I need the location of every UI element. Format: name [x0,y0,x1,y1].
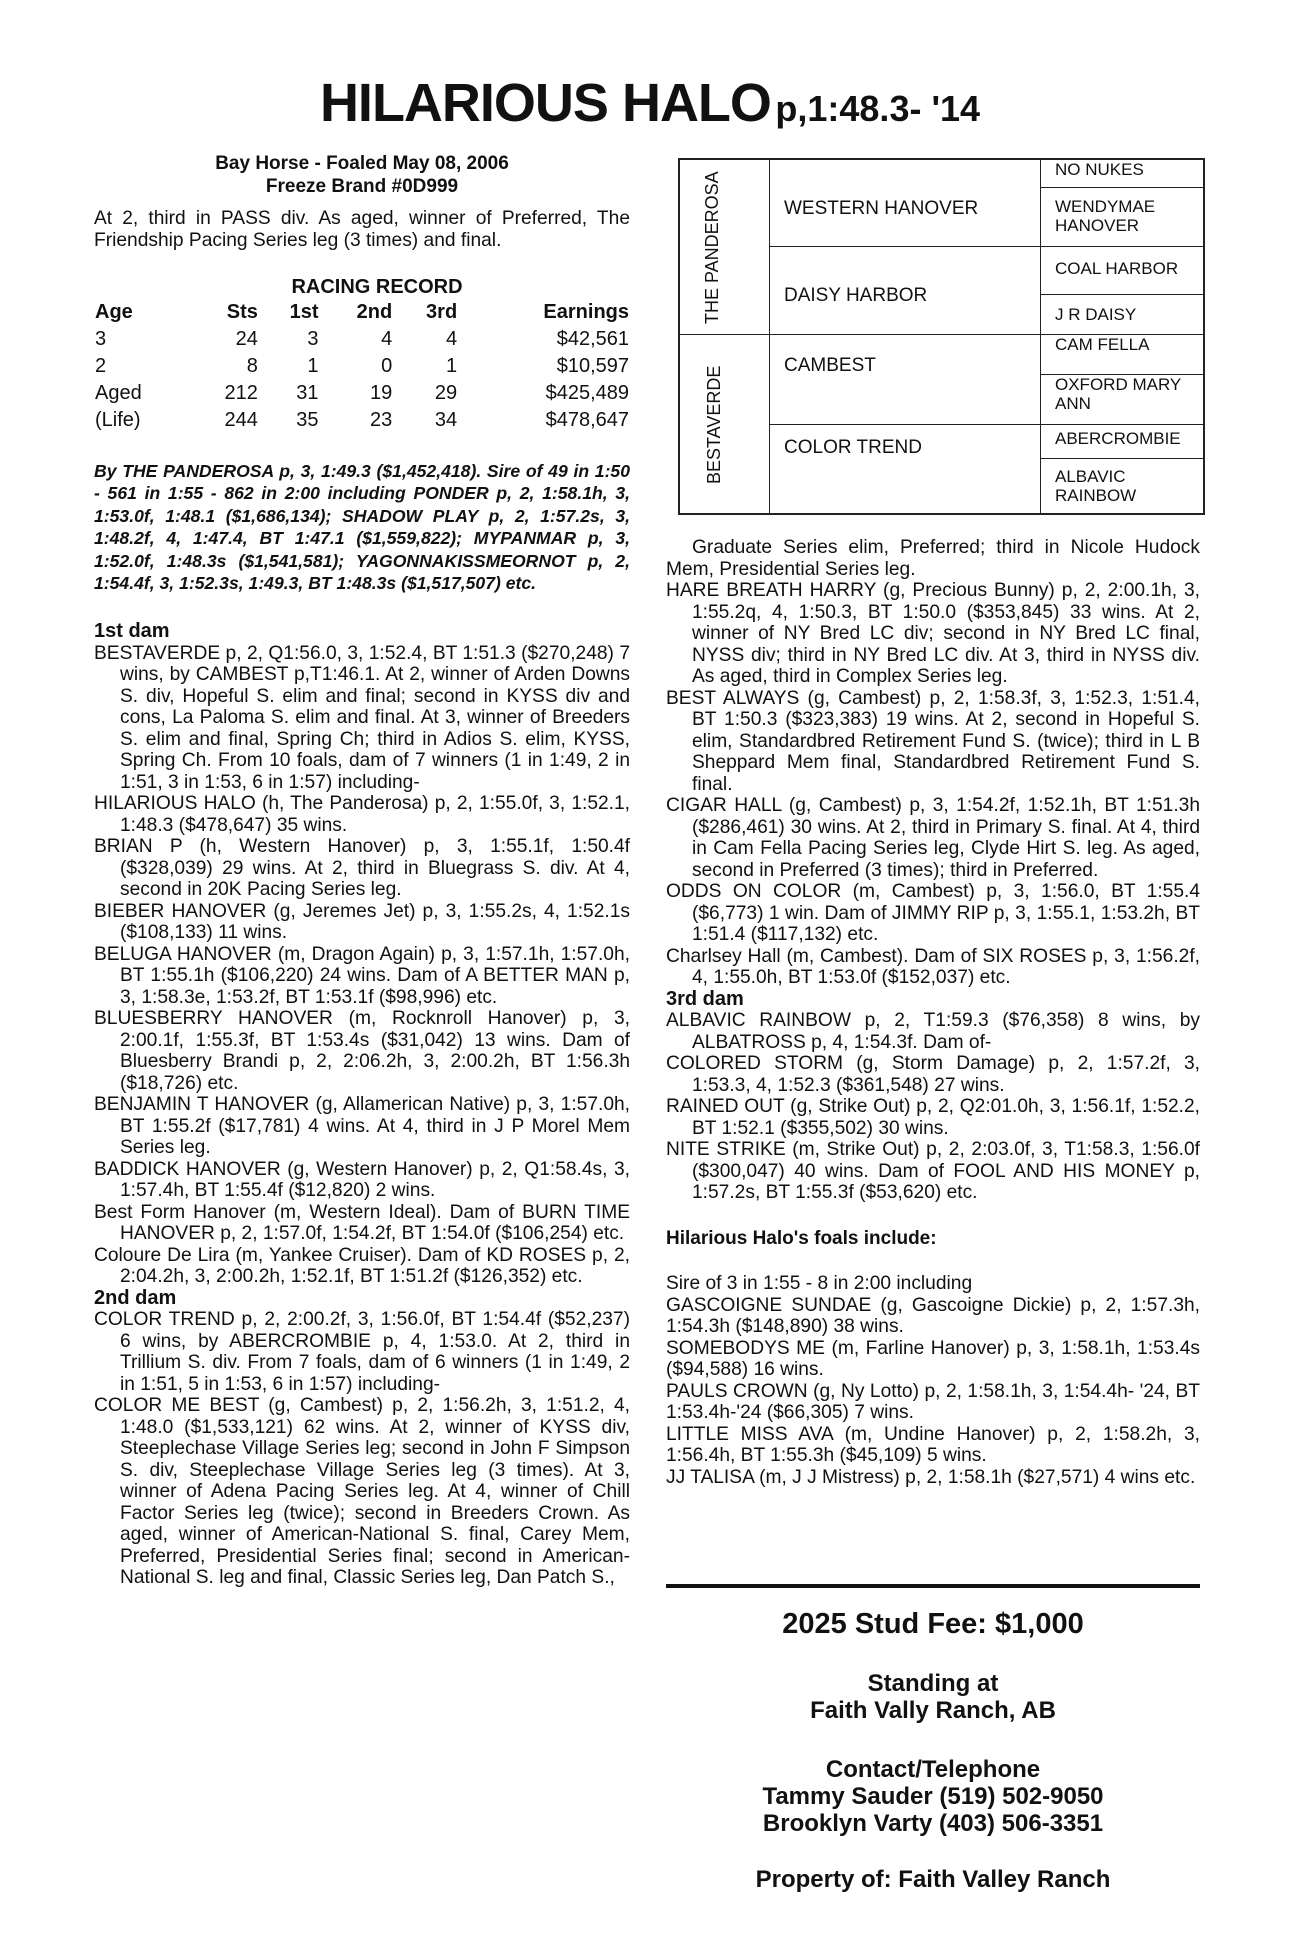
third-dam-heading: 3rd dam [666,987,744,1010]
summary: At 2, third in PASS div. As aged, winner of Preferred, The Friendship Pacing Series leg (3 times) and final. [94,208,630,251]
col-header: Earnings [543,300,629,323]
pedigree-ds: CAMBEST [770,335,1041,425]
foal-entry: PAULS CROWN (g, Ny Lotto) p, 2, 1:58.1h, 3, 1:54.4h- '24, BT 1:53.4h-'24 ($66,305) 7 wins. [666,1380,1200,1423]
cell: (Life) [95,408,141,431]
pedigree-dam: BESTAVERDE [704,365,724,485]
horse-name: HILARIOUS HALO [319,73,771,133]
sire-bio: By THE PANDEROSA p, 3, 1:49.3 ($1,452,418). Sire of 49 in 1:50 - 561 in 1:55 - 862 in 2:00 including PONDER p, 2, 1:58.1h, 3, 1:53.0f, 1:48.1 ($1,686,134); SHADOW PLAY p, 2, 1:57.2s, 3, 1:48.2f, 4, 1:47.4, BT 1:47.1 ($1,559,822); MYPANMAR p, 3, 1:52.0f, 1:48.3s ($1,541,581); YAGONNAKISSMEORNOT p, 2, 1:54.4f, 3, 1:52.3s, 1:49.3, BT 1:48.3s ($1,517,507) etc. [94,460,630,594]
pedigree-chart [678,158,1205,515]
cell: 3 [307,327,319,350]
cell: 1 [446,354,458,377]
pedigree-g5: CAM FELLA [1041,335,1203,375]
foal-entry: GASCOIGNE SUNDAE (g, Gascoigne Dickie) p, 2, 1:57.3h, 1:54.3h ($148,890) 38 wins. [666,1294,1200,1337]
second-dam-heading: 2nd dam [94,1286,177,1309]
pedigree-g4: J R DAISY [1041,295,1203,335]
first-dam-entry: BESTAVERDE p, 2, Q1:56.0, 3, 1:52.4, BT 1:51.3 ($270,248) 7 wins, by CAMBEST p,T1:46.1. At 2, winner of Arden Downs S. div, Hopeful S. elim and final; second in KYSS div and cons, La Paloma S. elim and final. At 3, winner of Breeders S. elim and final, Spring Ch; third in Adios S. elim, KYSS, Spring Ch. From 10 foals, dam of 7 winners (1 in 1:49, 2 in 1:51, 3 in 1:53, 6 in 1:57) including- [94,642,630,793]
cell: $42,561 [556,327,629,350]
produce-entry: HARE BREATH HARRY (g, Precious Bunny) p, 2, 2:00.1h, 3, 1:55.2q, 4, 1:50.3, BT 1:50.0 ($353,845) 33 wins. At 2, winner of NY Bred LC div; second in NY Bred LC final, NYSS div; third in NY Bred LC div. At 3, third in NYSS div. As aged, third in Complex Series leg. [666,580,1200,687]
produce-entry: COLOR ME BEST (g, Cambest) p, 2, 1:56.2h, 3, 1:51.2, 4, 1:48.0 ($1,533,121) 62 wins. At 2, winner of KYSS div, Steeplechase Village Series leg; second in John F Simpson S. div, Steeplechase Village Series leg (3 times). At 3, winner of Adena Pacing Series leg. At 4, winner of Chill Factor Series leg (twice); second in Breeders Crown. As aged, winner of American-National S. final, Carey Mem, Preferred, Presidential Series final; second in American-National S. leg and final, Classic Series leg, Dan Patch S., [94,1395,630,1589]
cell: 31 [296,381,319,404]
produce-entry: Coloure De Lira (m, Yankee Cruiser). Dam of KD ROSES p, 2, 2:04.2h, 3, 2:00.2h, 1:52.1f, BT 1:51.2f ($126,352) etc. [94,1244,630,1288]
left-column [94,152,630,1589]
pedigree-sire-cell [680,160,770,335]
contact-brooklyn: Brooklyn Varty (403) 506-3351 [762,1810,1104,1837]
pedigree-g6: OXFORD MARY ANN [1041,375,1203,425]
contact-tammy: Tammy Sauder (519) 502-9050 [762,1783,1104,1810]
horse-record: p,1:48.3- '14 [775,88,981,129]
produce-entry: NITE STRIKE (m, Strike Out) p, 2, 2:03.0f, 3, T1:58.3, 1:56.0f ($300,047) 40 wins. Dam of FOOL AND HIS MONEY p, 1:57.2s, BT 1:55.3f ($53,620) etc. [666,1139,1200,1203]
produce-entry: ODDS ON COLOR (m, Cambest) p, 3, 1:56.0, BT 1:55.4 ($6,773) 1 win. Dam of JIMMY RIP p, 3, 1:55.1, 1:53.2h, BT 1:51.4 ($117,132) etc. [666,881,1200,945]
racing-record-title: RACING RECORD [291,276,463,298]
cell: 4 [446,327,458,350]
contact-heading: Contact/Telephone [825,1756,1041,1783]
property-of: Property of: Faith Valley Ranch [755,1866,1111,1893]
cell: 212 [224,381,258,404]
cell: Aged [95,381,142,404]
cell: 8 [246,354,258,377]
produce-entry: HILARIOUS HALO (h, The Panderosa) p, 2, 1:55.0f, 3, 1:52.1, 1:48.3 ($478,647) 35 wins. [94,793,630,836]
table-row [94,326,630,353]
stud-fee: 2025 Stud Fee: $1,000 [782,1608,1084,1640]
cell: 24 [235,327,258,350]
pedigree-g2: WENDYMAE HANOVER [1041,188,1203,247]
table-row [94,407,630,434]
produce-entry: BELUGA HANOVER (m, Dragon Again) p, 3, 1:57.1h, 1:57.0h, BT 1:55.1h ($106,220) 24 wins. Dam of A BETTER MAN p, 3, 1:58.3e, 1:53.2f, BT 1:53.1f ($98,996) etc. [94,943,630,1008]
standing-location: Faith Vally Ranch, AB [810,1697,1056,1724]
cell: 19 [369,381,393,404]
cell: 0 [381,354,393,377]
foal-entry: JJ TALISA (m, J J Mistress) p, 2, 1:58.1h ($27,571) 4 wins etc. [666,1466,1196,1488]
intro-line-2: Freeze Brand #0D999 [265,176,459,197]
produce-entry: Best Form Hanover (m, Western Ideal). Dam of BURN TIME HANOVER p, 2, 1:57.0f, 1:54.2f, BT 1:54.0f ($106,254) etc. [94,1201,630,1245]
cell: $425,489 [545,381,629,404]
produce-entry: BLUESBERRY HANOVER (m, Rocknroll Hanover) p, 3, 2:00.1f, 1:55.3f, BT 1:53.4s ($31,042) 13 wins. Dam of Bluesberry Brandi p, 2, 2:06.2h, 3, 2:00.2h, BT 1:56.3h ($18,726) etc. [94,1008,630,1094]
produce-entry: COLORED STORM (g, Storm Damage) p, 2, 1:57.2f, 3, 1:53.3, 4, 1:52.3 ($361,548) 27 wins. [666,1053,1200,1096]
foal-entry: LITTLE MISS AVA (m, Undine Hanover) p, 2, 1:58.2h, 3, 1:56.4h, BT 1:55.3h ($45,109) 5 wins. [666,1423,1200,1466]
cell: 1 [307,354,319,377]
produce-entry: BADDICK HANOVER (g, Western Hanover) p, 2, Q1:58.4s, 3, 1:57.4h, BT 1:55.4f ($12,820) 2 wins. [94,1158,630,1202]
cell: 3 [95,327,107,350]
cell: 23 [369,408,393,431]
col-header: 2nd [356,300,393,323]
col-header: Age [95,300,133,323]
cell: $478,647 [545,408,629,431]
produce-entry: BIEBER HANOVER (g, Jeremes Jet) p, 3, 1:55.2s, 4, 1:52.1s ($108,133) 11 wins. [94,900,630,944]
second-dam-entry: COLOR TREND p, 2, 2:00.2f, 3, 1:56.0f, BT 1:54.4f ($52,237) 6 wins, by ABERCROMBIE p, 4, 1:53.0. At 2, third in Trillium S. div. From 7 foals, dam of 6 winners (1 in 1:49, 2 in 1:51, 5 in 1:53, 6 in 1:57) including- [94,1309,630,1395]
foals-heading: Hilarious Halo's foals include: [666,1227,937,1249]
continued-entry: Graduate Series elim, Preferred; third in Nicole Hudock Mem, Presidential Series leg. [666,537,1200,580]
col-header: Sts [226,300,258,323]
cell: 4 [381,327,393,350]
produce-entry: BRIAN P (h, Western Hanover) p, 3, 1:55.1f, 1:50.4f ($328,039) 29 wins. At 2, third in Bluegrass S. div. At 4, second in 20K Pacing Series leg. [94,836,630,901]
pedigree-g8: ALBAVIC RAINBOW [1055,467,1137,505]
standing-label: Standing at [867,1670,999,1697]
divider [666,1584,1200,1588]
pedigree-g1: NO NUKES [1041,160,1203,188]
cell: 2 [95,354,107,377]
racing-record-table [94,299,630,434]
pedigree-g3: COAL HARBOR [1041,247,1203,295]
cell: 34 [434,408,458,431]
produce-entry: CIGAR HALL (g, Cambest) p, 3, 1:54.2f, 1:52.1h, BT 1:51.3h ($286,461) 30 wins. At 2, third in Primary S. final. At 4, third in Cam Fella Pacing Series leg, Clyde Hirt S. leg. As aged, second in Preferred (3 times); third in Preferred. [666,795,1200,881]
cell: $10,597 [556,354,629,377]
foals-intro: Sire of 3 in 1:55 - 8 in 2:00 including [666,1273,973,1294]
pedigree-sire: THE PANDEROSA [702,171,722,324]
intro-line-1: Bay Horse - Foaled May 08, 2006 [215,153,509,174]
cell: 35 [296,408,319,431]
foal-entry: SOMEBODYS ME (m, Farline Hanover) p, 3, 1:58.1h, 1:53.4s ($94,588) 16 wins. [666,1337,1200,1380]
cell: 244 [224,408,258,431]
produce-entry: BENJAMIN T HANOVER (g, Allamerican Native) p, 3, 1:57.0h, BT 1:55.2f ($17,781) 4 wins. At 4, third in J P Morel Mem Series leg. [94,1094,630,1159]
produce-entry: RAINED OUT (g, Strike Out) p, 2, Q2:01.0h, 3, 1:56.1f, 1:52.2, BT 1:52.1 ($355,502) 30 wins. [666,1096,1200,1139]
produce-entry: BEST ALWAYS (g, Cambest) p, 2, 1:58.3f, 3, 1:52.3, 1:51.4, BT 1:50.3 ($323,383) 19 wins. At 2, second in Hopeful S. elim, Standardbred Retirement Fund S. (twice); third in L B Sheppard Mem final, Standardbred Retirement Fund S. final. [666,687,1200,795]
pedigree-g7: ABERCROMBIE [1041,425,1203,459]
third-dam-entry: ALBAVIC RAINBOW p, 2, T1:59.3 ($76,358) 8 wins, by ALBATROSS p, 4, 1:54.3f. Dam of- [666,1010,1200,1053]
col-header: 1st [289,300,319,323]
cell: 29 [434,381,458,404]
col-header: 3rd [426,300,458,323]
pedigree-dd: COLOR TREND [770,425,1041,513]
page-title [0,72,1300,134]
produce-entry: Charlsey Hall (m, Cambest). Dam of SIX ROSES p, 3, 1:56.2f, 4, 1:55.0h, BT 1:53.0f ($152,037) etc. [666,945,1200,988]
pedigree-dam-cell [680,335,770,513]
first-dam-heading: 1st dam [94,620,170,643]
right-column [666,537,1200,1488]
pedigree-sd: DAISY HARBOR [770,247,1041,335]
table-row [94,353,630,380]
pedigree-ss: WESTERN HANOVER [770,160,1041,247]
table-row [94,380,630,407]
